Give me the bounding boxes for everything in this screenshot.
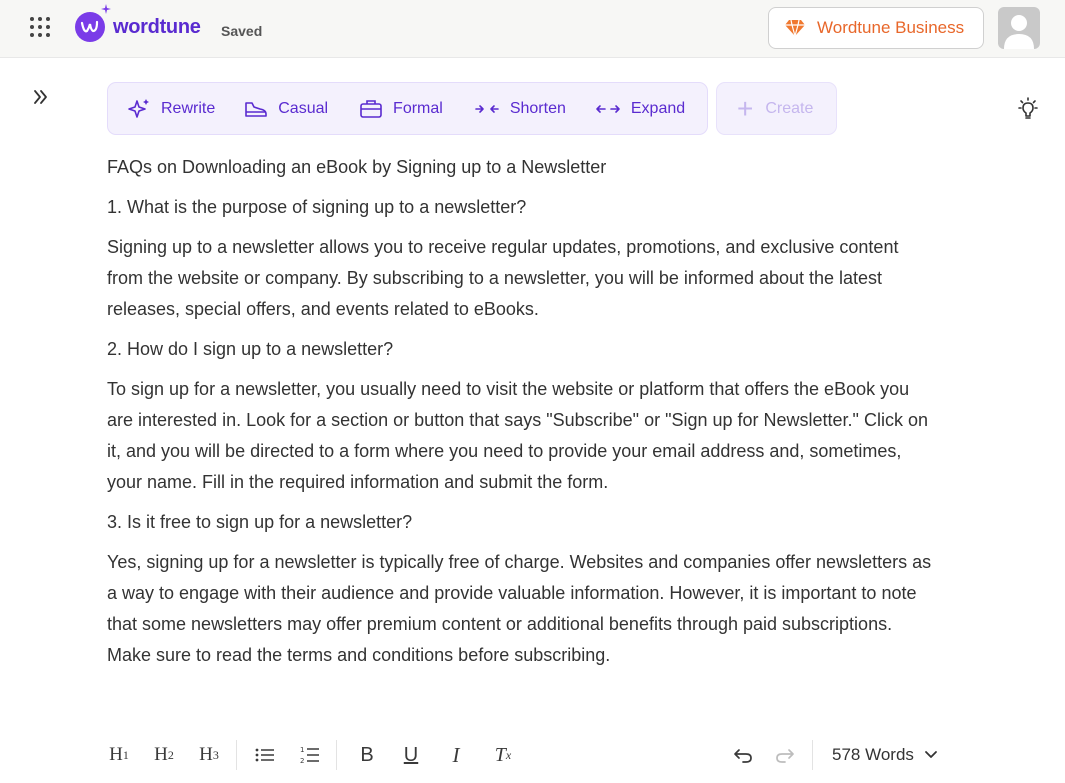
create-label: Create bbox=[765, 99, 814, 117]
formal-label: Formal bbox=[393, 99, 443, 117]
sparkles-icon bbox=[127, 98, 151, 120]
italic-button[interactable]: I bbox=[452, 742, 460, 767]
undo-button[interactable] bbox=[730, 736, 756, 774]
rewrite-toolbar bbox=[107, 82, 708, 135]
create-button[interactable] bbox=[716, 82, 837, 135]
wordtune-logo[interactable] bbox=[75, 12, 201, 42]
casual-label: Casual bbox=[278, 99, 329, 117]
clear-format-button[interactable]: T x bbox=[494, 743, 512, 766]
numbered-list-icon bbox=[300, 745, 320, 765]
rewrite-button[interactable] bbox=[127, 83, 215, 134]
app-name: wordtune bbox=[113, 15, 201, 38]
redo-button[interactable] bbox=[772, 736, 798, 774]
question-3[interactable]: 3. Is it free to sign up for a newsletter? bbox=[107, 512, 413, 532]
shorten-button[interactable] bbox=[474, 83, 566, 134]
undo-icon bbox=[733, 747, 753, 763]
formatting-bar bbox=[0, 736, 1065, 776]
document-title[interactable]: FAQs on Downloading an eBook by Signing up to a Newsletter bbox=[107, 157, 607, 177]
save-status: Saved bbox=[221, 23, 263, 39]
expand-sidebar-icon[interactable] bbox=[30, 86, 52, 108]
answer-2[interactable]: To sign up for a newsletter, you usually need to visit the website or platform that offers the eBook you are interested in. Look for a section or button that says "Subscribe" or "Sign up for Newsletter." Click on it, and you will be directed to a form where you need to provide your email address and, sometimes, your name. Fill in the required information and submit the form. bbox=[107, 379, 928, 492]
question-2[interactable]: 2. How do I sign up to a newsletter? bbox=[107, 339, 394, 359]
diamond-icon bbox=[785, 19, 805, 37]
divider bbox=[236, 740, 237, 770]
plus-icon: + bbox=[737, 92, 754, 124]
word-count: 578 Words bbox=[832, 745, 914, 764]
redo-icon bbox=[775, 747, 795, 763]
chevron-down-icon bbox=[924, 750, 938, 760]
question-1[interactable]: 1. What is the purpose of signing up to a newsletter? bbox=[107, 197, 527, 217]
expand-label: Expand bbox=[630, 99, 686, 117]
expand-arrows-icon bbox=[595, 102, 621, 116]
word-count-dropdown[interactable] bbox=[832, 745, 938, 765]
numbered-list-button[interactable] bbox=[297, 736, 323, 774]
briefcase-icon bbox=[359, 99, 383, 119]
document-editor[interactable] bbox=[107, 152, 937, 680]
apps-grid-icon[interactable] bbox=[30, 17, 52, 39]
heading-3-button[interactable]: H 3 bbox=[199, 744, 219, 765]
casual-button[interactable] bbox=[244, 83, 328, 134]
underline-button[interactable]: U bbox=[403, 743, 419, 766]
svg-text:1: 1 bbox=[300, 746, 305, 754]
lightbulb-icon[interactable] bbox=[1016, 97, 1040, 121]
formal-button[interactable] bbox=[359, 83, 443, 134]
rewrite-label: Rewrite bbox=[161, 99, 216, 117]
heading-1-button[interactable]: H 1 bbox=[109, 744, 129, 765]
divider bbox=[812, 740, 813, 770]
divider bbox=[336, 740, 337, 770]
svg-text:2: 2 bbox=[300, 757, 305, 765]
wordtune-logo-icon bbox=[75, 12, 105, 42]
wordtune-business-button[interactable] bbox=[768, 7, 984, 49]
shoe-icon bbox=[244, 99, 268, 119]
top-bar bbox=[0, 0, 1065, 58]
business-button-label: Wordtune Business bbox=[817, 18, 965, 37]
bold-button[interactable]: B bbox=[360, 743, 374, 766]
shorten-arrows-icon bbox=[474, 102, 500, 116]
answer-1[interactable]: Signing up to a newsletter allows you to receive regular updates, promotions, and exclusive content from the website or company. By subscribing to a newsletter, you will be informed about the latest releases, special offers, and events related to eBooks. bbox=[107, 237, 899, 319]
bullet-list-icon bbox=[255, 747, 275, 763]
bullet-list-button[interactable] bbox=[252, 736, 278, 774]
avatar[interactable] bbox=[998, 7, 1040, 49]
heading-2-button[interactable]: H 2 bbox=[154, 744, 174, 765]
expand-button[interactable] bbox=[595, 83, 685, 134]
answer-3[interactable]: Yes, signing up for a newsletter is typically free of charge. Websites and companies offer newsletters as a way to engage with their audience and provide valuable information. However, it is important to note that some newsletters may offer premium content or additional benefits through paid subscriptions. Make sure to read the terms and conditions before subscribing. bbox=[107, 552, 932, 665]
shorten-label: Shorten bbox=[509, 99, 566, 117]
